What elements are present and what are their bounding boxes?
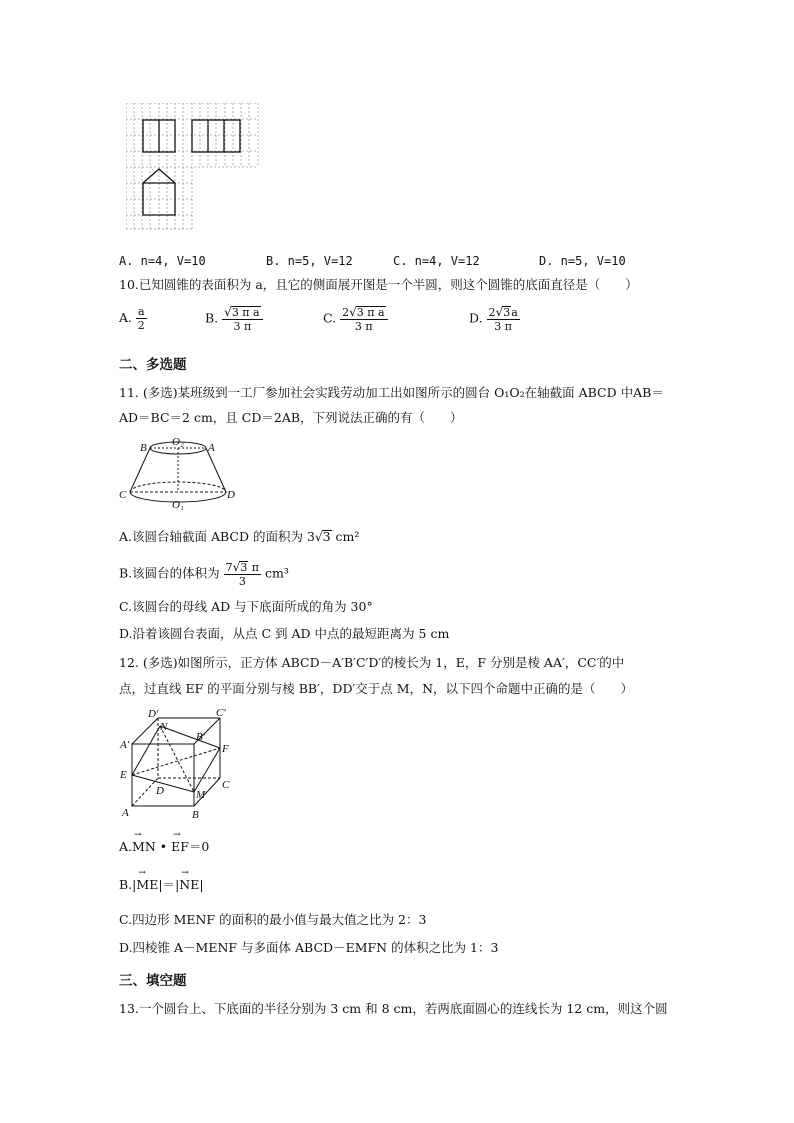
frustum-label-D: D <box>227 489 235 501</box>
q9-option-d: D. n=5, V=10 <box>539 254 626 268</box>
cube-label-D: D <box>156 785 164 797</box>
cube-label-E: E <box>120 769 127 781</box>
three-view-grid-figure <box>126 103 260 231</box>
q10-option-d: D. $\frac{2√3a}{3 \pi}$ <box>469 305 518 333</box>
q12-stem-line2: 点，过直线 EF 的平面分别与棱 BB′，DD′交于点 M，N，以下四个命题中正确的是（ ） <box>119 681 634 696</box>
cube-label-M: M <box>196 789 206 801</box>
frustum-label-O2: O₂ <box>172 436 184 448</box>
cube-label-Cprime: C′ <box>216 707 226 719</box>
cube-label-A: A <box>122 807 129 819</box>
cube-figure <box>118 706 238 822</box>
frustum-label-A: A <box>208 442 215 454</box>
q13-stem-line1: 13.一个圆台上、下底面的半径分别为 3 cm 和 8 cm，若两底面圆心的连线长为 12 cm，则这个圆 <box>119 1001 668 1016</box>
q11-option-c: C.该圆台的母线 AD 与下底面所成的角为 30° <box>119 599 373 614</box>
q10-stem: 10.已知圆锥的表面积为 a，且它的侧面展开图是一个半圆，则这个圆锥的底面直径是（ ） <box>119 277 638 292</box>
q10-option-a: A. $\frac{a}{2}$ <box>119 305 145 332</box>
cube-label-Dprime: D′ <box>148 708 159 720</box>
section-heading-multiple-choice: 二、多选题 <box>119 357 187 373</box>
q11-stem-line2: AD＝BC＝2 cm，且 CD＝2AB，下列说法正确的有（ ） <box>119 410 463 425</box>
q11-stem-line1: 11. (多选)某班级到一工厂参加社会实践劳动加工出如图所示的圆台 O₁O₂在轴截面 ABCD 中AB＝ <box>119 385 664 400</box>
q11-option-b: B.该圆台的体积为 $\frac{7√3 \pi}{3}$ cm³ <box>119 560 289 588</box>
q9-option-a: A. n=4, V=10 <box>119 254 206 268</box>
q10-option-b: B. $\frac{\text{√3 π a}}{3 \pi}$ <box>205 306 263 332</box>
q12-option-a: A.→ MN • → EF＝0 <box>119 841 209 854</box>
q12-stem-line1: 12. (多选)如图所示，正方体 ABCD－A′B′C′D′的棱长为 1，E，F 分别是棱 AA′，CC′的中 <box>119 655 625 670</box>
q10-option-c: C. $\frac{\text{2√3 π a}}{3 \pi}$ <box>323 306 388 332</box>
cube-label-C: C <box>222 779 230 791</box>
cube-label-F: F <box>222 743 229 755</box>
frustum-label-B: B <box>140 442 147 454</box>
q12-option-d: D.四棱锥 A－MENF 与多面体 ABCD－EMFN 的体积之比为 1：3 <box>119 940 499 955</box>
cube-label-N: N <box>160 721 168 733</box>
q12-option-c: C.四边形 MENF 的面积的最小值与最大值之比为 2：3 <box>119 912 427 927</box>
cube-label-B: B <box>192 809 199 821</box>
q11-option-d: D.沿着该圆台表面，从点 C 到 AD 中点的最短距离为 5 cm <box>119 626 450 641</box>
q11-option-a: A.该圆台轴截面 ABCD 的面积为 3√3 cm² <box>119 529 360 544</box>
q9-option-c: C. n=4, V=12 <box>393 254 480 268</box>
q12-option-b: B.|→ ME|＝|→ NE| <box>119 879 204 892</box>
section-heading-fill-in: 三、填空题 <box>119 973 187 989</box>
frustum-figure <box>118 436 238 516</box>
frustum-label-C: C <box>119 489 127 501</box>
cube-label-Aprime: A′ <box>120 739 130 751</box>
q9-option-b: B. n=5, V=12 <box>266 254 353 268</box>
cube-label-Bprime: B′ <box>196 731 206 743</box>
frustum-label-O1: O₁ <box>172 499 184 511</box>
